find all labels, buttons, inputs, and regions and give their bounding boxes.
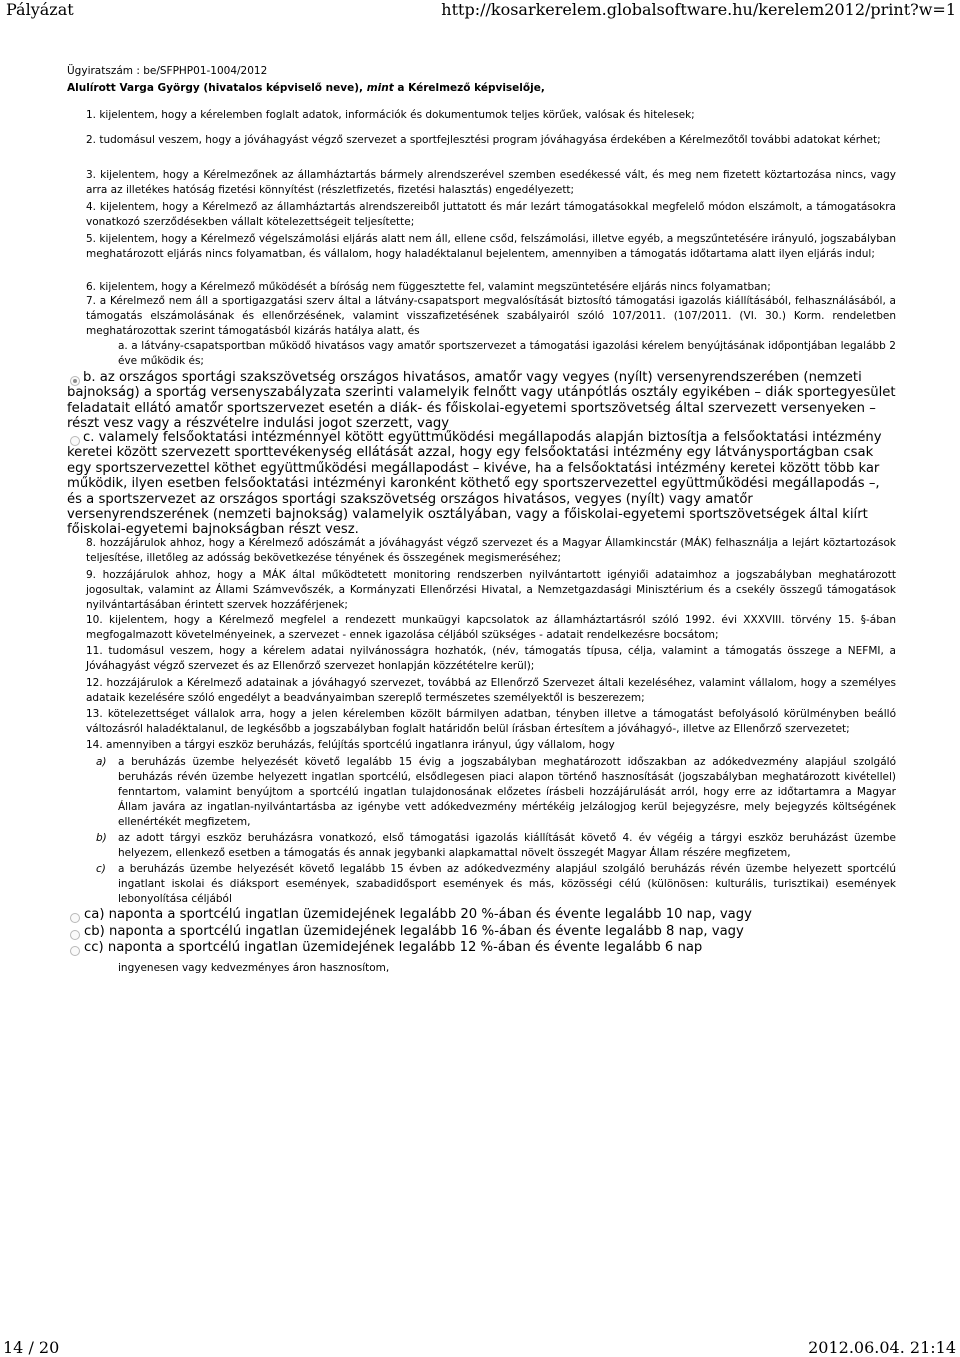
declaration-item-12: 12. hozzájárulok a Kérelmező adatainak a jóváhagyó szervezet, továbbá az Ellenőrző Szervezet általi kezeléséhez, valamint vállalom, hogy a személyes adataik kezelésére szóló engedélyt a beadványaimban szereplő természetes személyektől is beszerezem; xyxy=(86,677,896,704)
option-b-label: b. az országos sportági szakszövetség országos hivatásos, amatőr vagy vegyes (nyílt) versenyrendszerében (nemzeti bajnokság) a sportág versenyszabályzata szerinti valamelyik felnőtt vagy utánpótlás osztály egyikében – diák sportegyesület feladatait ellátó amatőr sportszervezet esetén a diák- és főiskolai-egyetemi sportszövetség által szervezett versenyeken – részt vesz vagy a részvételre indulási jogot szerzett, vagy xyxy=(67,370,896,432)
option-cc-radio[interactable] xyxy=(70,946,80,956)
option-ca-radio[interactable] xyxy=(70,913,80,923)
declaration-item-13: 13. kötelezettséget vállalok arra, hogy a jelen kérelemben közölt bármilyen adatban, tényben illetve a támogatást befolyásoló körülményben beálló változásról haladéktalanul, de legkésőbb a jogszabályban foglalt határidőn belül írásban értesítem a jóváhagyó-, illetve az Ellenőrző szervezetet; xyxy=(86,708,896,735)
declaration-item-3: 3. kijelentem, hogy a Kérelmezőnek az államháztartás bármely alrendszerével szemben esedékessé vált, és meg nem fizetett köztartozása nincs, vagy arra az illetékes hatóság fizetési könnyítést (részletfizetés, fizetési halasztás) engedélyezett; xyxy=(86,169,896,196)
option-ca-label: ca) naponta a sportcélú ingatlan üzemidejének legalább 20 %-ában és évente legalább 10 nap, vagy xyxy=(84,907,752,922)
declaration-item-6: 6. kijelentem, hogy a Kérelmező működését a bíróság nem függesztette fel, valamint megszüntetésére eljárás nincs folyamatban; xyxy=(86,281,771,293)
declaration-item-5: 5. kijelentem, hogy a Kérelmező végelszámolási eljárás alatt nem áll, ellene csőd, felszámolási, illetve egyéb, a megszűntetésére irányuló, jogszabályban meghatározott eljárás nincs folyamatban, és vállalom, hogy haladéktalanul bejelentem, amennyiben a támogatás időtartama alatt ilyen eljárás indul; xyxy=(86,233,896,260)
page-counter: 14 / 20 xyxy=(3,1338,60,1357)
file-number: Ügyiratszám : be/SFPHP01-1004/2012 xyxy=(67,65,268,77)
item-14a-text: a beruházás üzembe helyezését követő legalább 15 évig a jogszabályban meghatározott időszakban az adókedvezmény alapjául szolgáló beruházás révén üzembe helyezett ingatlan sportcélú, elsődlegesen piaci alapon történő hasznosítását (jogszabályban meghatározott kivétellel) fenntartom, valamint benyújtom a sportcélú ingatlan tulajdonosának előzetes írásbeli hozzájárulását arról, hogy erre az időtartamra a Magyar Állam javára az ingatlan-nyilvántartásba az igénybe vett adókedvezmény mértékéig jelzálogjog kerül bejegyzésre, mely bejegyzés költségének ellenértékét megfizetem, xyxy=(118,756,896,828)
item-14b-text: az adott tárgyi eszköz beruházásra vonatkozó, első támogatási igazolás kiállítását követő 4. év végéig a tárgyi eszköz beruházást üzembe helyezem, ellenkező esetben a támogatás és annak jegybanki alapkamattal növelt összegét Magyar Állam részére megfizetem, xyxy=(118,832,896,859)
option-cb-label: cb) naponta a sportcélú ingatlan üzemidejének legalább 16 %-ában és évente legalább 8 nap, vagy xyxy=(84,924,744,939)
declaration-item-14: 14. amennyiben a tárgyi eszköz beruházás, felújítás sportcélú ingatlanra irányul, úgy vállalom, hogy xyxy=(86,739,615,751)
item-14c-text: a beruházás üzembe helyezését követő legalább 15 évben az adókedvezmény alapjául szolgáló beruházás révén üzembe helyezett sportcélú ingatlant iskolai és diáksport események, szabadidősport események és más, közösségi célú (különösen: kulturális, turisztikai) események lebonyolítása céljából xyxy=(118,863,896,905)
declaration-item-2: 2. tudomásul veszem, hogy a jóváhagyást végző szervezet a sportfejlesztési program jóváhagyása érdekében a Kérelmezőtől további adatokat kérhet; xyxy=(86,134,881,146)
declaration-item-1: 1. kijelentem, hogy a kérelemben foglalt adatok, információk és dokumentumok teljes körűek, valósak és hitelesek; xyxy=(86,109,695,121)
print-datetime: 2012.06.04. 21:14 xyxy=(808,1338,956,1357)
signatory-mint: mint xyxy=(366,82,394,94)
declaration-item-7a: a. a látvány-csapatsportban működő hivatásos vagy amatőr sportszervezet a támogatási igazolási kérelem benyújtásának időpontjában legalább 2 éve működik és; xyxy=(118,340,896,367)
declaration-item-9: 9. hozzájárulok ahhoz, hogy a MÁK által működtetett monitoring rendszerben nyilvántartott igényiői adataimhoz a jogszabályban meghatározott jogosultak, valamint az Állami Számvevőszék, a Kormányzati Ellenőrzési Hivatal, a Nemzetgazdasági Minisztérium és a csekély összegű támogatások nyilvántartásában érintett szervek hozzáférjenek; xyxy=(86,569,896,611)
declaration-item-4: 4. kijelentem, hogy a Kérelmező az államháztartás alrendszereiből juttatott és már lezárt támogatásokkal megfelelő módon elszámolt, a támogatásokra vonatkozó szerződésekben vállalt kötelezettségeit teljesítette; xyxy=(86,201,896,228)
print-header-url: http://kosarkerelem.globalsoftware.hu/kerelem2012/print?w=1 xyxy=(441,0,956,19)
declaration-item-11: 11. tudomásul veszem, hogy a kérelem adatai nyilvánosságra hozhatók, (név, támogatás típusa, célja, valamint a támogatás összege a NEFMI, a Jóváhagyást végző szervezet és az Ellenőrző szervezet honlapján közzétételre kerül); xyxy=(86,645,896,672)
print-header-title: Pályázat xyxy=(6,0,74,19)
declaration-item-8: 8. hozzájárulok ahhoz, hogy a Kérelmező adószámát a jóváhagyást végző szervezet és a Magyar Államkincstár (MÁK) felhasználja a lejárt köztartozások teljesítése, illetőleg az adósság bekövetkezése tényének és összegének megismeréséhez; xyxy=(86,537,896,564)
option-c-label: c. valamely felsőoktatási intézménnyel kötött együttműködési megállapodás alapján biztosítja a felsőoktatási intézmény keretei között szervezett sporttevékenység ellátását azzal, hogy egy felsőoktatási intézmény egy látványsportágban csak egy sportszervezettel köthet együttműködési megállapodást – kivéve, ha a felsőoktatási intézmény keretei között több kar működik, ilyen esetben felsőoktatási intézményi karonként köthető egy sportszervezettel együttműködési megállapodás –, és a sportszervezet az országos sportági szakszövetség országos hivatásos, vegyes (nyílt) vagy amatőr versenyrendszerének (nemzeti bajnokság) valamelyik osztályában, vagy a főiskolai-egyetemi sportszövetségek által kiírt főiskolai-egyetemi bajnokságban részt vesz. xyxy=(67,430,882,538)
declaration-item-7: 7. a Kérelmező nem áll a sportigazgatási szerv által a látvány-csapatsport megvalósítását biztosító támogatási igazolás kiállításából, felhasználásából, a támogatás elszámolásának és ellenőrzésének, valamint visszafizetésének szabályairól szóló 107/2011. (107/2011. (VI. 30.) Korm. rendeletben meghatározottak szerint támogatásból kizárás hatálya alatt, és xyxy=(86,295,896,337)
item-14c-label: c) xyxy=(96,863,106,875)
option-cc-label: cc) naponta a sportcélú ingatlan üzemidejének legalább 12 %-ában és évente legalább 6 nap xyxy=(84,940,703,955)
item-14b-label: b) xyxy=(96,832,107,844)
signatory-line xyxy=(67,81,787,96)
signatory-pre: Alulírott Varga György (hivatalos képviselő neve), xyxy=(67,82,367,94)
trailing-text: ingyenesen vagy kedvezményes áron hasznosítom, xyxy=(118,962,390,974)
option-cb-radio[interactable] xyxy=(70,930,80,940)
declaration-item-10: 10. kijelentem, hogy a Kérelmező megfelel a rendezett munkaügyi kapcsolatok az államháztartásról szóló 1992. évi XXXVIII. törvény 15. §-ában megfogalmazott követelményeinek, a szervezet - ennek igazolása céljából szükséges - adatait rendelkezésre bocsátom; xyxy=(86,614,896,641)
signatory-post: a Kérelmező képviselője, xyxy=(393,82,545,94)
item-14a-label: a) xyxy=(96,756,107,768)
